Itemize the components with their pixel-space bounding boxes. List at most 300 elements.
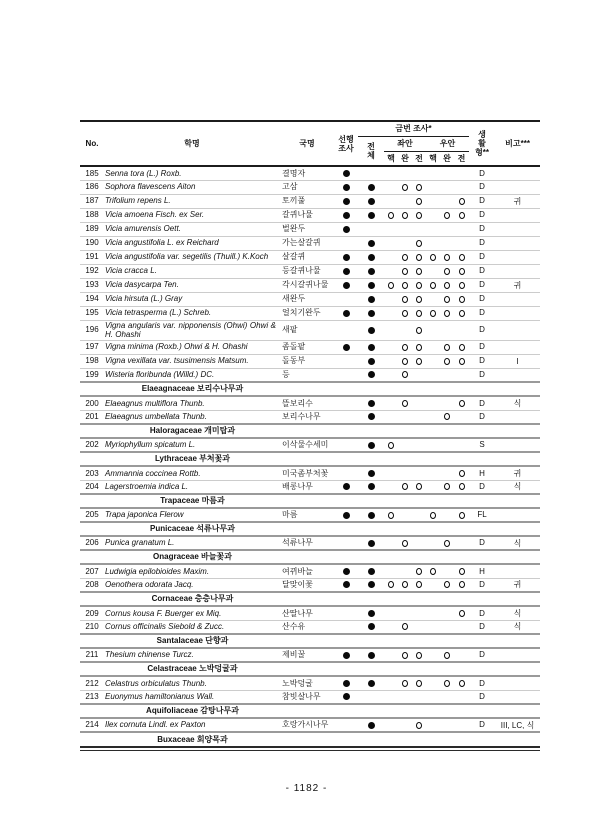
species-row	[80, 340, 540, 354]
note-value	[495, 166, 540, 180]
note-value	[495, 676, 540, 690]
prior-survey-mark	[334, 410, 358, 424]
filled-circle-icon	[368, 610, 375, 617]
species-row	[80, 466, 540, 480]
survey-mark-left-buffer	[398, 564, 412, 578]
species-row	[80, 368, 540, 382]
survey-mark-left-core	[384, 222, 398, 236]
filled-circle-icon	[368, 254, 375, 261]
survey-mark-right-buffer	[440, 208, 454, 222]
species-row	[80, 718, 540, 732]
korean-name: 새팥	[280, 320, 334, 340]
filled-circle-icon	[368, 680, 375, 687]
survey-mark-right-transition	[454, 208, 469, 222]
col-header-right-bank: 우안	[426, 136, 469, 151]
hollow-circle-icon	[416, 296, 422, 303]
family-row	[80, 704, 540, 718]
hollow-circle-icon	[388, 282, 394, 289]
row-number: 209	[80, 606, 104, 620]
scientific-name: Sophora flavescens Aiton	[104, 180, 280, 194]
filled-circle-icon	[343, 310, 350, 317]
prior-survey-mark	[334, 564, 358, 578]
prior-survey-mark	[334, 194, 358, 208]
survey-mark-right-transition	[454, 410, 469, 424]
survey-mark-left-core	[384, 564, 398, 578]
survey-mark-right-transition	[454, 264, 469, 278]
page-number: - 1182 -	[285, 783, 328, 794]
hollow-circle-icon	[444, 581, 450, 588]
species-row	[80, 278, 540, 292]
survey-mark-left-core	[384, 536, 398, 550]
hollow-circle-icon	[402, 581, 408, 588]
survey-mark-left-transition	[412, 508, 426, 522]
life-form-value: D	[469, 536, 495, 550]
life-form-value: D	[469, 166, 495, 180]
hollow-circle-icon	[444, 483, 450, 490]
whole-area-mark	[358, 166, 384, 180]
survey-mark-left-transition	[412, 180, 426, 194]
survey-mark-right-core	[426, 564, 440, 578]
life-form-value: H	[469, 466, 495, 480]
survey-mark-left-buffer	[398, 222, 412, 236]
header-row-1	[80, 121, 540, 136]
row-number: 186	[80, 180, 104, 194]
life-form-value: D	[469, 606, 495, 620]
row-number: 193	[80, 278, 104, 292]
survey-mark-left-transition	[412, 690, 426, 704]
hollow-circle-icon	[444, 413, 450, 420]
hollow-circle-icon	[416, 282, 422, 289]
family-row	[80, 634, 540, 648]
survey-mark-left-buffer	[398, 354, 412, 368]
survey-mark-right-core	[426, 250, 440, 264]
survey-mark-left-buffer	[398, 466, 412, 480]
survey-mark-left-buffer	[398, 396, 412, 410]
hollow-circle-icon	[430, 254, 436, 261]
row-number: 189	[80, 222, 104, 236]
note-value	[495, 180, 540, 194]
species-row	[80, 620, 540, 634]
survey-mark-left-buffer	[398, 166, 412, 180]
filled-circle-icon	[343, 212, 350, 219]
species-row	[80, 676, 540, 690]
whole-area-mark	[358, 620, 384, 634]
korean-name: 이삭물수세미	[280, 438, 334, 452]
survey-mark-left-transition	[412, 264, 426, 278]
hollow-circle-icon	[416, 327, 422, 334]
survey-mark-right-core	[426, 676, 440, 690]
hollow-circle-icon	[444, 652, 450, 659]
prior-survey-mark	[334, 536, 358, 550]
survey-mark-left-buffer	[398, 278, 412, 292]
survey-mark-right-core	[426, 166, 440, 180]
filled-circle-icon	[368, 652, 375, 659]
scientific-name: Vicia dasycarpa Ten.	[104, 278, 280, 292]
survey-mark-right-core	[426, 620, 440, 634]
korean-name: 등갈퀴나물	[280, 264, 334, 278]
survey-mark-left-transition	[412, 606, 426, 620]
hollow-circle-icon	[444, 540, 450, 547]
survey-mark-right-core	[426, 536, 440, 550]
row-number: 213	[80, 690, 104, 704]
whole-area-mark	[358, 368, 384, 382]
note-value	[495, 410, 540, 424]
survey-mark-left-buffer	[398, 368, 412, 382]
survey-mark-right-transition	[454, 250, 469, 264]
survey-mark-right-buffer	[440, 396, 454, 410]
scientific-name: Cornus officinalis Siebold & Zucc.	[104, 620, 280, 634]
note-value	[495, 250, 540, 264]
family-name	[80, 550, 540, 564]
life-form-value: D	[469, 480, 495, 494]
species-row	[80, 396, 540, 410]
scientific-name: Vicia hirsuta (L.) Gray	[104, 292, 280, 306]
hollow-circle-icon	[416, 268, 422, 275]
prior-survey-mark	[334, 466, 358, 480]
whole-area-mark	[358, 320, 384, 340]
species-row	[80, 250, 540, 264]
family-name-label: Buxaceae 회양목과	[157, 734, 228, 744]
family-row	[80, 452, 540, 466]
species-row	[80, 438, 540, 452]
note-value: 귀	[495, 194, 540, 208]
korean-name: 배롱나무	[280, 480, 334, 494]
hollow-circle-icon	[416, 212, 422, 219]
note-value: 귀	[495, 466, 540, 480]
prior-survey-mark	[334, 620, 358, 634]
survey-mark-left-transition	[412, 340, 426, 354]
row-number: 195	[80, 306, 104, 320]
prior-survey-mark	[334, 438, 358, 452]
korean-name: 얼치기완두	[280, 306, 334, 320]
survey-mark-right-core	[426, 264, 440, 278]
survey-mark-left-buffer	[398, 480, 412, 494]
filled-circle-icon	[368, 512, 375, 519]
life-form-value: D	[469, 368, 495, 382]
species-row	[80, 508, 540, 522]
hollow-circle-icon	[430, 310, 436, 317]
survey-mark-left-core	[384, 292, 398, 306]
korean-name: 참빗살나무	[280, 690, 334, 704]
species-row	[80, 536, 540, 550]
life-form-value: D	[469, 236, 495, 250]
row-number: 200	[80, 396, 104, 410]
species-survey-table	[80, 120, 540, 746]
hollow-circle-icon	[416, 652, 422, 659]
family-name-label: Punicaceae 석류나무과	[150, 524, 235, 534]
table-body	[80, 166, 540, 746]
note-value: 식	[495, 396, 540, 410]
life-form-value: D	[469, 396, 495, 410]
hollow-circle-icon	[402, 310, 408, 317]
korean-name: 토끼풀	[280, 194, 334, 208]
note-value	[495, 564, 540, 578]
whole-area-mark	[358, 676, 384, 690]
hollow-circle-icon	[430, 568, 436, 575]
prior-survey-mark	[334, 676, 358, 690]
life-form-value: H	[469, 564, 495, 578]
filled-circle-icon	[368, 240, 375, 247]
survey-mark-left-core	[384, 620, 398, 634]
korean-name: 등	[280, 368, 334, 382]
family-name-label: Cornaceae 층층나무과	[151, 594, 234, 604]
prior-survey-mark	[334, 368, 358, 382]
whole-area-mark	[358, 292, 384, 306]
korean-name: 살갈퀴	[280, 250, 334, 264]
species-row	[80, 236, 540, 250]
hollow-circle-icon	[459, 400, 465, 407]
life-form-value: D	[469, 292, 495, 306]
filled-circle-icon	[368, 581, 375, 588]
survey-mark-left-core	[384, 410, 398, 424]
survey-mark-left-core	[384, 718, 398, 732]
prior-survey-mark	[334, 278, 358, 292]
filled-circle-icon	[368, 198, 375, 205]
family-row	[80, 522, 540, 536]
hollow-circle-icon	[388, 442, 394, 449]
survey-mark-right-core	[426, 292, 440, 306]
survey-mark-right-transition	[454, 466, 469, 480]
life-form-value: D	[469, 250, 495, 264]
survey-mark-right-core	[426, 648, 440, 662]
species-row	[80, 180, 540, 194]
species-row	[80, 578, 540, 592]
col-header-scientific-name: 학명	[184, 138, 200, 148]
life-form-value: D	[469, 648, 495, 662]
note-value	[495, 306, 540, 320]
family-row	[80, 592, 540, 606]
survey-mark-left-core	[384, 306, 398, 320]
whole-area-mark	[358, 264, 384, 278]
survey-mark-right-buffer	[440, 278, 454, 292]
survey-mark-left-transition	[412, 354, 426, 368]
hollow-circle-icon	[402, 344, 408, 351]
hollow-circle-icon	[444, 344, 450, 351]
survey-mark-left-buffer	[398, 690, 412, 704]
note-value	[495, 264, 540, 278]
survey-mark-left-core	[384, 676, 398, 690]
species-table-wrap	[80, 120, 540, 751]
whole-area-mark	[358, 508, 384, 522]
filled-circle-icon	[368, 442, 375, 449]
whole-area-mark	[358, 536, 384, 550]
whole-area-mark	[358, 466, 384, 480]
col-header-life-form: 생 활 형**	[475, 130, 490, 157]
survey-mark-right-buffer	[440, 648, 454, 662]
species-row	[80, 306, 540, 320]
row-number: 197	[80, 340, 104, 354]
survey-mark-left-transition	[412, 368, 426, 382]
survey-mark-right-core	[426, 306, 440, 320]
survey-mark-right-buffer	[440, 354, 454, 368]
survey-mark-right-core	[426, 180, 440, 194]
prior-survey-mark	[334, 508, 358, 522]
whole-area-mark	[358, 410, 384, 424]
survey-mark-left-buffer	[398, 264, 412, 278]
survey-mark-left-transition	[412, 306, 426, 320]
filled-circle-icon	[343, 198, 350, 205]
survey-mark-right-buffer	[440, 466, 454, 480]
whole-area-mark	[358, 606, 384, 620]
life-form-value: D	[469, 306, 495, 320]
survey-mark-left-buffer	[398, 676, 412, 690]
survey-mark-right-buffer	[440, 306, 454, 320]
hollow-circle-icon	[459, 198, 465, 205]
survey-mark-right-core	[426, 410, 440, 424]
hollow-circle-icon	[444, 680, 450, 687]
prior-survey-mark	[334, 264, 358, 278]
filled-circle-icon	[343, 184, 350, 191]
family-name	[80, 634, 540, 648]
survey-mark-right-buffer	[440, 564, 454, 578]
col-header-no: No.	[85, 138, 99, 148]
scientific-name: Trapa japonica Flerow	[104, 508, 280, 522]
survey-mark-right-buffer	[440, 292, 454, 306]
filled-circle-icon	[343, 254, 350, 261]
family-name-label: Elaeagnaceae 보리수나무과	[141, 384, 244, 394]
hollow-circle-icon	[459, 282, 465, 289]
survey-mark-left-buffer	[398, 292, 412, 306]
prior-survey-mark	[334, 250, 358, 264]
survey-mark-left-core	[384, 250, 398, 264]
family-name	[80, 494, 540, 508]
survey-mark-right-transition	[454, 438, 469, 452]
scientific-name: Ilex cornuta Lindl. ex Paxton	[104, 718, 280, 732]
survey-mark-left-buffer	[398, 536, 412, 550]
survey-mark-right-core	[426, 396, 440, 410]
species-row	[80, 264, 540, 278]
scientific-name: Senna tora (L.) Roxb.	[104, 166, 280, 180]
row-number: 212	[80, 676, 104, 690]
scientific-name: Vicia tetrasperma (L.) Schreb.	[104, 306, 280, 320]
hollow-circle-icon	[444, 358, 450, 365]
hollow-circle-icon	[416, 198, 422, 205]
prior-survey-mark	[334, 354, 358, 368]
survey-mark-left-transition	[412, 208, 426, 222]
survey-mark-left-buffer	[398, 410, 412, 424]
filled-circle-icon	[368, 282, 375, 289]
survey-mark-left-core	[384, 606, 398, 620]
survey-mark-right-transition	[454, 292, 469, 306]
note-value	[495, 340, 540, 354]
note-value	[495, 648, 540, 662]
scientific-name: Thesium chinense Turcz.	[104, 648, 280, 662]
hollow-circle-icon	[416, 722, 422, 729]
survey-mark-right-transition	[454, 340, 469, 354]
note-value	[495, 320, 540, 340]
survey-mark-left-transition	[412, 438, 426, 452]
hollow-circle-icon	[444, 254, 450, 261]
filled-circle-icon	[368, 371, 375, 378]
row-number: 206	[80, 536, 104, 550]
survey-mark-right-core	[426, 194, 440, 208]
scientific-name: Vicia amurensis Oett.	[104, 222, 280, 236]
family-name-label: Haloragaceae 개미탑과	[149, 426, 236, 436]
scientific-name: Vicia cracca L.	[104, 264, 280, 278]
family-name-label: Lythraceae 부처꽃과	[154, 454, 231, 464]
row-number: 205	[80, 508, 104, 522]
survey-mark-right-transition	[454, 278, 469, 292]
prior-survey-mark	[334, 578, 358, 592]
survey-mark-left-buffer	[398, 648, 412, 662]
survey-mark-right-transition	[454, 508, 469, 522]
whole-area-mark	[358, 578, 384, 592]
scientific-name: Vicia angustifolia var. segetilis (Thuill.) K.Koch	[104, 250, 280, 264]
survey-mark-right-core	[426, 718, 440, 732]
survey-mark-right-buffer	[440, 180, 454, 194]
korean-name: 뜰보리수	[280, 396, 334, 410]
col-header-current-survey: 금번 조사*	[358, 121, 469, 136]
survey-mark-left-core	[384, 194, 398, 208]
korean-name: 호랑가시나무	[280, 718, 334, 732]
species-row	[80, 480, 540, 494]
scientific-name: Euonymus hamiltonianus Wall.	[104, 690, 280, 704]
species-row	[80, 606, 540, 620]
survey-mark-left-transition	[412, 396, 426, 410]
whole-area-mark	[358, 354, 384, 368]
life-form-value: D	[469, 208, 495, 222]
hollow-circle-icon	[459, 268, 465, 275]
survey-mark-left-core	[384, 236, 398, 250]
scientific-name: Celastrus orbiculatus Thunb.	[104, 676, 280, 690]
survey-mark-right-buffer	[440, 264, 454, 278]
note-value	[495, 508, 540, 522]
family-row	[80, 732, 540, 746]
family-row	[80, 424, 540, 438]
life-form-value: D	[469, 222, 495, 236]
hollow-circle-icon	[459, 512, 465, 519]
survey-mark-right-core	[426, 278, 440, 292]
survey-mark-right-buffer	[440, 222, 454, 236]
scientific-name: Vicia angustifolia L. ex Reichard	[104, 236, 280, 250]
col-header-whole-area: 전 체	[367, 141, 375, 160]
hollow-circle-icon	[388, 512, 394, 519]
row-number: 211	[80, 648, 104, 662]
family-name-label: Trapaceae 마름과	[160, 496, 225, 506]
life-form-value: D	[469, 354, 495, 368]
filled-circle-icon	[368, 212, 375, 219]
hollow-circle-icon	[402, 623, 408, 630]
survey-mark-left-core	[384, 466, 398, 480]
survey-mark-left-buffer	[398, 250, 412, 264]
survey-mark-left-core	[384, 320, 398, 340]
family-name	[80, 662, 540, 676]
life-form-value: D	[469, 340, 495, 354]
species-row	[80, 166, 540, 180]
prior-survey-mark	[334, 690, 358, 704]
survey-mark-right-transition	[454, 306, 469, 320]
species-row	[80, 320, 540, 340]
hollow-circle-icon	[459, 358, 465, 365]
hollow-circle-icon	[402, 184, 408, 191]
prior-survey-mark	[334, 718, 358, 732]
filled-circle-icon	[368, 400, 375, 407]
table-header	[80, 121, 540, 166]
col-header-note: 비고***	[505, 138, 530, 148]
filled-circle-icon	[343, 268, 350, 275]
hollow-circle-icon	[416, 680, 422, 687]
whole-area-mark	[358, 648, 384, 662]
korean-name: 벌완두	[280, 222, 334, 236]
scientific-name: Cornus kousa F. Buerger ex Miq.	[104, 606, 280, 620]
scientific-name: Ludwigia epilobioides Maxim.	[104, 564, 280, 578]
survey-mark-left-core	[384, 438, 398, 452]
prior-survey-mark	[334, 648, 358, 662]
filled-circle-icon	[368, 310, 375, 317]
survey-mark-left-transition	[412, 320, 426, 340]
note-value	[495, 368, 540, 382]
hollow-circle-icon	[416, 581, 422, 588]
